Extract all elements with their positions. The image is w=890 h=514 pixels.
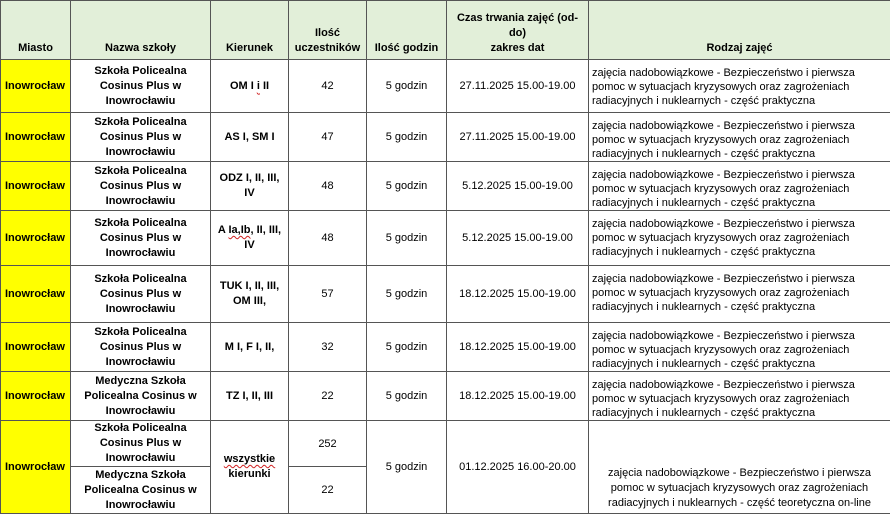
hours-cell: 5 godzin [367, 421, 447, 514]
type-cell: zajęcia nadobowiązkowe - Bezpieczeństwo i pierwsza pomoc w sytuacjach kryzysowych oraz zagrożeniach radiacyjnych i nuklearnych - część praktyczna [589, 60, 890, 113]
header-duration-line1: Czas trwania zajęć (od-do) [450, 11, 585, 41]
participants-cell: 22 [289, 467, 367, 514]
table-row [1, 266, 890, 323]
type-cell: zajęcia nadobowiązkowe - Bezpieczeństwo i pierwsza pomoc w sytuacjach kryzysowych oraz zagrożeniach radiacyjnych i nuklearnych - część praktyczna [589, 162, 890, 211]
school-cell: Szkoła Policealna Cosinus Plus w Inowrocławiu [71, 323, 211, 372]
school-cell: Szkoła Policealna Cosinus Plus w Inowrocławiu [71, 60, 211, 113]
direction-cell [211, 211, 289, 266]
participants-cell: 22 [289, 372, 367, 421]
header-type: Rodzaj zajęć [589, 1, 890, 60]
dates-cell: 27.11.2025 15.00-19.00 [447, 60, 589, 113]
hours-cell: 5 godzin [367, 323, 447, 372]
dates-cell: 5.12.2025 15.00-19.00 [447, 162, 589, 211]
type-cell: zajęcia nadobowiązkowe - Bezpieczeństwo i pierwsza pomoc w sytuacjach kryzysowych oraz zagrożeniach radiacyjnych i nuklearnych - część praktyczna [589, 266, 890, 323]
spellcheck-word: wszystkie [214, 452, 285, 467]
type-cell: zajęcia nadobowiązkowe - Bezpieczeństwo i pierwsza pomoc w sytuacjach kryzysowych oraz zagrożeniach radiacyjnych i nuklearnych - część praktyczna [589, 113, 890, 162]
school-cell: Szkoła Policealna Cosinus Plus w Inowrocławiu [71, 266, 211, 323]
school-cell: Szkoła Policealna Cosinus Plus w Inowrocławiu [71, 113, 211, 162]
type-cell: zajęcia nadobowiązkowe - Bezpieczeństwo i pierwsza pomoc w sytuacjach kryzysowych oraz zagrożeniach radiacyjnych i nuklearnych - część praktyczna [589, 372, 890, 421]
dates-cell: 18.12.2025 15.00-19.00 [447, 323, 589, 372]
direction-cell: M I, F I, II, [211, 323, 289, 372]
direction-part: II [260, 80, 269, 92]
direction-part: A [218, 224, 229, 236]
header-duration-line2: zakres dat [450, 41, 585, 56]
city-cell: Inowrocław [1, 113, 71, 162]
school-cell: Medyczna Szkoła Policealna Cosinus w Inowrocławiu [71, 372, 211, 421]
city-cell: Inowrocław [1, 421, 71, 514]
dates-cell: 27.11.2025 15.00-19.00 [447, 113, 589, 162]
spellcheck-word: i [257, 80, 260, 92]
type-cell: zajęcia nadobowiązkowe - Bezpieczeństwo i pierwsza pomoc w sytuacjach kryzysowych oraz zagrożeniach radiacyjnych i nuklearnych - część teoretyczna on-line [589, 421, 890, 514]
table-row [1, 372, 890, 421]
type-cell: zajęcia nadobowiązkowe - Bezpieczeństwo i pierwsza pomoc w sytuacjach kryzysowych oraz zagrożeniach radiacyjnych i nuklearnych - część praktyczna [589, 211, 890, 266]
participants-cell: 42 [289, 60, 367, 113]
table-row [1, 162, 890, 211]
header-school: Nazwa szkoły [71, 1, 211, 60]
participants-cell: 252 [289, 421, 367, 467]
hours-cell: 5 godzin [367, 372, 447, 421]
header-hours: Ilość godzin [367, 1, 447, 60]
spellcheck-word: Ia,Ib [229, 224, 251, 236]
participants-cell: 32 [289, 323, 367, 372]
participants-cell: 57 [289, 266, 367, 323]
dates-cell: 18.12.2025 15.00-19.00 [447, 266, 589, 323]
participants-cell: 48 [289, 162, 367, 211]
direction-cell: TZ I, II, III [211, 372, 289, 421]
direction-part: OM I [230, 80, 257, 92]
table-row [1, 323, 890, 372]
direction-part: kierunki [214, 467, 285, 482]
header-duration [447, 1, 589, 60]
school-cell: Szkoła Policealna Cosinus Plus w Inowrocławiu [71, 162, 211, 211]
school-cell: Szkoła Policealna Cosinus Plus w Inowrocławiu [71, 211, 211, 266]
city-cell: Inowrocław [1, 162, 71, 211]
header-participants: Ilość uczestników [289, 1, 367, 60]
type-cell: zajęcia nadobowiązkowe - Bezpieczeństwo i pierwsza pomoc w sytuacjach kryzysowych oraz zagrożeniach radiacyjnych i nuklearnych - część praktyczna [589, 323, 890, 372]
hours-cell: 5 godzin [367, 162, 447, 211]
direction-cell: ODZ I, II, III, IV [211, 162, 289, 211]
direction-cell [211, 60, 289, 113]
city-cell: Inowrocław [1, 60, 71, 113]
direction-cell: TUK I, II, III, OM III, [211, 266, 289, 323]
table-row [1, 60, 890, 113]
hours-cell: 5 godzin [367, 113, 447, 162]
hours-cell: 5 godzin [367, 60, 447, 113]
header-row [1, 1, 890, 60]
table-row [1, 211, 890, 266]
hours-cell: 5 godzin [367, 211, 447, 266]
school-cell: Medyczna Szkoła Policealna Cosinus w Inowrocławiu [71, 467, 211, 514]
school-cell: Szkoła Policealna Cosinus Plus w Inowrocławiu [71, 421, 211, 467]
dates-cell: 18.12.2025 15.00-19.00 [447, 372, 589, 421]
participants-cell: 47 [289, 113, 367, 162]
direction-part: , II, III, IV [244, 224, 281, 251]
direction-cell: AS I, SM I [211, 113, 289, 162]
dates-cell: 01.12.2025 16.00-20.00 [447, 421, 589, 514]
dates-cell: 5.12.2025 15.00-19.00 [447, 211, 589, 266]
city-cell: Inowrocław [1, 211, 71, 266]
hours-cell: 5 godzin [367, 266, 447, 323]
city-cell: Inowrocław [1, 266, 71, 323]
city-cell: Inowrocław [1, 323, 71, 372]
header-direction: Kierunek [211, 1, 289, 60]
city-cell: Inowrocław [1, 372, 71, 421]
participants-cell: 48 [289, 211, 367, 266]
table-row [1, 113, 890, 162]
header-city: Miasto [1, 1, 71, 60]
table-row [1, 421, 890, 467]
